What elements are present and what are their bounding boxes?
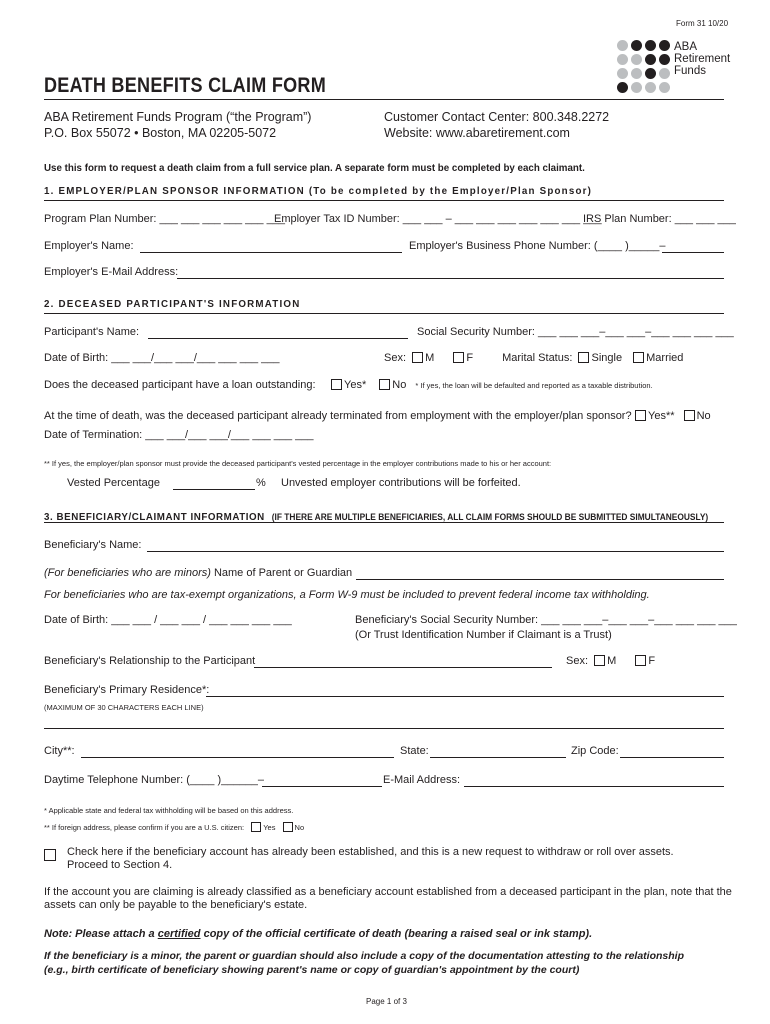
website: Website: www.abaretirement.com <box>384 126 570 140</box>
beneficiary-name-field[interactable] <box>147 551 724 552</box>
ben-sex-label: Sex: <box>566 655 589 667</box>
account-established-checkbox[interactable] <box>44 849 56 861</box>
program-address: P.O. Box 55072 • Boston, MA 02205-5072 <box>44 126 277 140</box>
beneficiary-dob[interactable]: Date of Birth: ___ ___ / ___ ___ / ___ ___ ___ ___ <box>44 614 292 626</box>
withholding-note: * Applicable state and federal tax withholding will be based on this address. <box>44 806 294 815</box>
employer-name-label: Employer's Name: <box>44 240 134 252</box>
minor-doc-line2: (e.g., birth certificate of beneficiary showing parent's name or copy of guardian's appointment by the court) <box>44 964 580 976</box>
logo-line3: Funds <box>674 65 706 77</box>
vested-percentage-label: Vested Percentage <box>67 477 160 489</box>
percent-sign: % <box>256 477 266 489</box>
participant-ssn[interactable]: Social Security Number: ___ ___ ___–___ ___–___ ___ ___ ___ <box>417 326 734 338</box>
section1-heading: 1. EMPLOYER/PLAN SPONSOR INFORMATION (To be completed by the Employer/Plan Sponsor) <box>44 185 593 197</box>
participant-name-field[interactable] <box>148 338 408 339</box>
intro-text: Use this form to request a death claim from a full service plan. A separate form must be completed by each claimant. <box>44 162 585 174</box>
state-field[interactable] <box>430 757 566 758</box>
loan-yes-checkbox[interactable] <box>331 379 342 390</box>
section2-heading: 2. DECEASED PARTICIPANT'S INFORMATION <box>44 298 301 310</box>
certified-word: certified <box>157 928 201 940</box>
estate-note-line1: If the account you are claiming is already classified as a beneficiary account established from a deceased participant in the plan, note that the <box>44 886 732 898</box>
ben-sex-f-checkbox[interactable] <box>635 655 646 666</box>
participant-name-label: Participant's Name: <box>44 326 140 338</box>
term-yes-checkbox[interactable] <box>635 410 646 421</box>
loan-no-label: No <box>392 379 407 391</box>
ben-sex-m-checkbox[interactable] <box>594 655 605 666</box>
residence-label: Beneficiary's Primary Residence*: <box>44 684 210 696</box>
max-chars-note: (MAXIMUM OF 30 CHARACTERS EACH LINE) <box>44 703 204 712</box>
zip-label: Zip Code: <box>571 745 619 757</box>
single-checkbox[interactable] <box>578 352 589 363</box>
vested-note: ** If yes, the employer/plan sponsor must provide the deceased participant's vested percentage in the employer contributions made to his or her account: <box>44 459 552 468</box>
term-no-checkbox[interactable] <box>684 410 695 421</box>
contact-center: Customer Contact Center: 800.348.2272 <box>384 110 610 124</box>
beneficiary-name-label: Beneficiary's Name: <box>44 539 142 551</box>
citizen-no-label: No <box>294 823 305 832</box>
proceed-section4: Proceed to Section 4. <box>67 859 173 871</box>
form-number: Form 31 10/20 <box>676 19 729 28</box>
death-cert-note-a: Note: Please attach a <box>44 928 158 940</box>
employer-email-label: Employer's E-Mail Address: <box>44 266 179 278</box>
irs-plan-number[interactable]: IRS Plan Number: ___ ___ ___ <box>583 213 736 225</box>
unvested-note: Unvested employer contributions will be forfeited. <box>281 477 521 489</box>
tax-exempt-note: For beneficiaries who are tax-exempt organizations, a Form W-9 must be included to prevent federal income tax withholding. <box>44 589 650 601</box>
loan-no-checkbox[interactable] <box>379 379 390 390</box>
email-field[interactable] <box>464 786 724 787</box>
daytime-phone-field[interactable] <box>262 786 382 787</box>
daytime-phone-label: Daytime Telephone Number: (____ )______– <box>44 774 264 786</box>
sex-f-label: F <box>466 352 474 364</box>
ben-sex-f-label: F <box>648 655 656 667</box>
guardian-label: Name of Parent or Guardian <box>213 567 353 579</box>
ben-sex-m-label: M <box>607 655 617 667</box>
sex-m-label: M <box>425 352 435 364</box>
employer-email-field[interactable] <box>177 278 724 279</box>
employer-tax-id[interactable]: Employer Tax ID Number: ___ ___ – ___ ___ ___ ___ ___ ___ ___ <box>274 213 602 225</box>
citizen-yes-checkbox[interactable] <box>251 822 261 832</box>
loan-question: Does the deceased participant have a loan outstanding: <box>44 379 316 391</box>
trust-note: (Or Trust Identification Number if Claimant is a Trust) <box>355 629 612 641</box>
loan-yes-label: Yes* <box>344 379 367 391</box>
employer-name-field[interactable] <box>140 252 402 253</box>
term-no-label: No <box>696 410 711 422</box>
loan-note: * If yes, the loan will be defaulted and reported as a taxable distribution. <box>415 381 653 390</box>
employer-phone-field[interactable] <box>662 252 724 253</box>
participant-sex-label: Sex: <box>384 352 407 364</box>
city-field[interactable] <box>81 757 394 758</box>
program-name: ABA Retirement Funds Program (“the Program”) <box>44 110 312 124</box>
vested-percentage-field[interactable] <box>173 489 255 490</box>
logo-line1: ABA <box>674 41 698 53</box>
foreign-address-note: ** If foreign address, please confirm if you are a U.S. citizen: <box>44 823 245 832</box>
section3-subheading: (IF THERE ARE MULTIPLE BENEFICIARIES, ALL CLAIM FORMS SHOULD BE SUBMITTED SIMULTANEOUSLY) <box>271 512 709 522</box>
guardian-name-field[interactable] <box>356 579 724 580</box>
marital-status-label: Marital Status: <box>502 352 573 364</box>
estate-note-line2: assets can only be payable to the beneficiary's estate. <box>44 899 308 911</box>
citizen-yes-label: Yes <box>263 823 276 832</box>
aba-logo <box>617 40 747 96</box>
employer-phone-label: Employer's Business Phone Number: (____ )_____– <box>409 240 666 252</box>
residence-line2-field[interactable] <box>44 728 724 729</box>
zip-field[interactable] <box>620 757 724 758</box>
termination-date[interactable]: Date of Termination: ___ ___/___ ___/___ ___ ___ ___ <box>44 429 314 441</box>
program-plan-number[interactable]: Program Plan Number: ___ ___ ___ ___ ___ ___ <box>44 213 285 225</box>
state-label: State: <box>400 745 429 757</box>
termination-question: At the time of death, was the deceased participant already terminated from employment with the employer/plan sponsor? <box>44 410 632 422</box>
term-yes-label: Yes** <box>648 410 675 422</box>
single-label: Single <box>591 352 623 364</box>
citizen-no-checkbox[interactable] <box>283 822 293 832</box>
page-title: DEATH BENEFITS CLAIM FORM <box>44 74 327 97</box>
email-label: E-Mail Address: <box>383 774 461 786</box>
logo-line2: Retirement <box>674 53 731 65</box>
sex-m-checkbox[interactable] <box>412 352 423 363</box>
death-cert-note-b: copy of the official certificate of death (bearing a raised seal or ink stamp). <box>200 928 593 940</box>
account-established-text: Check here if the beneficiary account has already been established, and this is a new request to withdraw or roll over assets. <box>67 846 674 858</box>
minor-label: (For beneficiaries who are minors) <box>44 567 211 579</box>
sex-f-checkbox[interactable] <box>453 352 464 363</box>
minor-doc-line1: If the beneficiary is a minor, the parent or guardian should also include a copy of the documentation attesting to the relationship <box>44 950 685 962</box>
city-label: City**: <box>44 745 75 757</box>
relationship-label: Beneficiary's Relationship to the Participant <box>44 655 256 667</box>
participant-dob[interactable]: Date of Birth: ___ ___/___ ___/___ ___ ___ ___ <box>44 352 280 364</box>
page-number: Page 1 of 3 <box>366 997 407 1006</box>
relationship-field[interactable] <box>254 667 552 668</box>
beneficiary-ssn[interactable]: Beneficiary's Social Security Number: ___ ___ ___–___ ___–___ ___ ___ ___ <box>355 614 737 626</box>
section3-heading: 3. BENEFICIARY/CLAIMANT INFORMATION <box>44 511 265 523</box>
married-checkbox[interactable] <box>633 352 644 363</box>
married-label: Married <box>646 352 684 364</box>
residence-line1-field[interactable] <box>206 696 724 697</box>
